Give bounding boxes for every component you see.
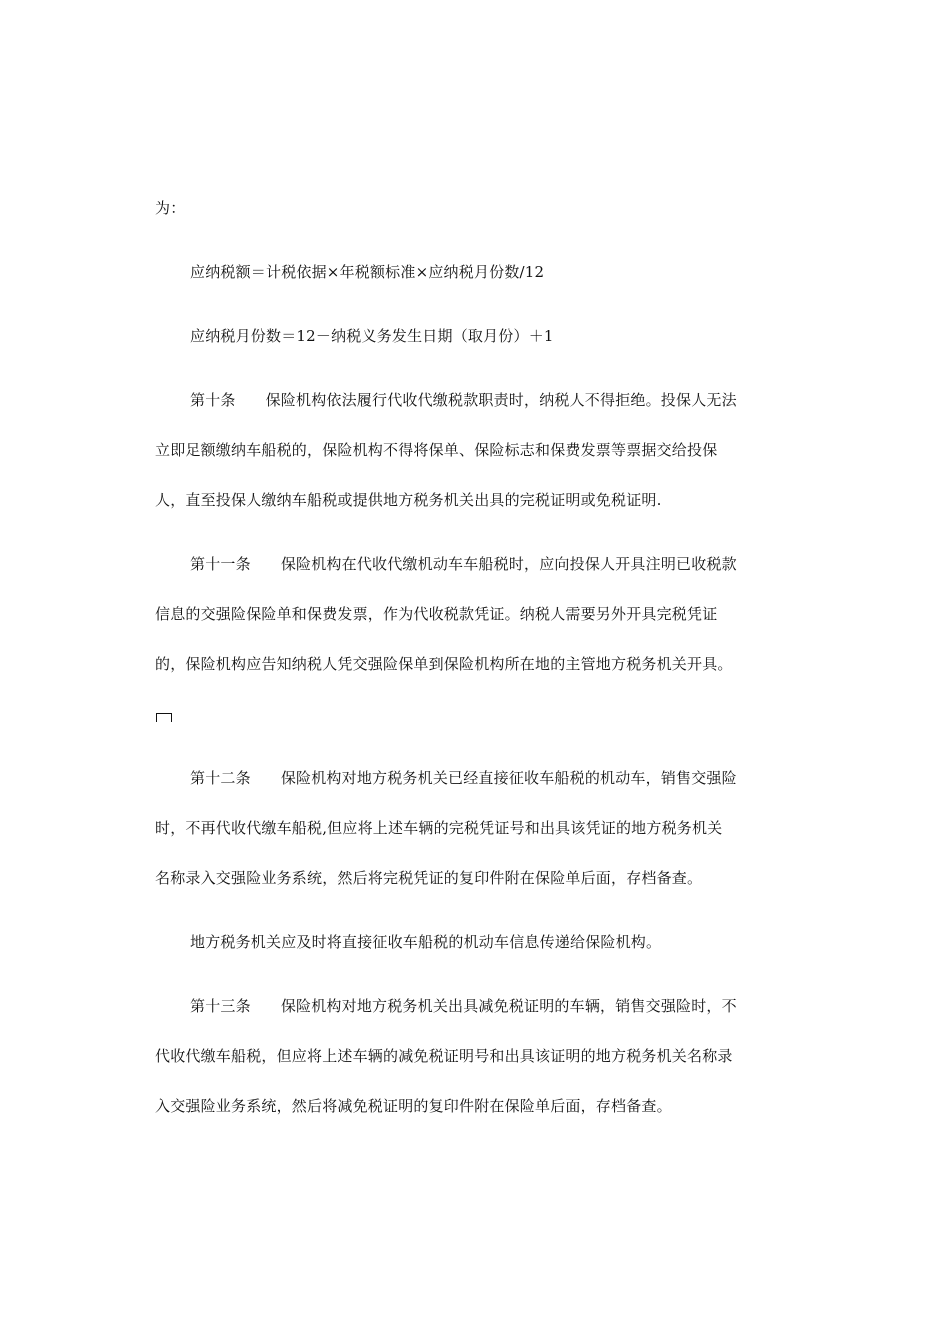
article-11-line [190,554,737,574]
article-10-line [190,390,737,410]
line-text: 应纳税月份数＝12－纳税义务发生日期（取月份）＋1 [190,327,554,345]
line-text: 立即足额缴纳车船税的，保险机构不得将保单、保险标志和保费发票等票据交给投保 [155,441,718,459]
line-text: 保险机构对地方税务机关出具减免税证明的车辆，销售交强险时，不 [280,997,737,1015]
text-line [155,818,722,838]
text-line [155,198,185,218]
line-text: 地方税务机关应及时将直接征收车船税的机动车信息传递给保险机构。 [190,933,662,951]
text-line [190,932,661,952]
bracket-mark [156,713,172,722]
text-line [155,1046,733,1066]
line-text: 信息的交强险保险单和保费发票，作为代收税款凭证。纳税人需要另外开具完税凭证 [155,605,718,623]
text-line [155,490,662,510]
line-text: 保险机构在代收代缴机动车车船税时，应向投保人开具注明已收税款 [280,555,737,573]
line-text: 保险机构依法履行代收代缴税款职责时，纳税人不得拒绝。投保人无法 [265,391,737,409]
article-number: 第十三条 [190,997,251,1015]
line-text: 代收代缴车船税，但应将上述车辆的减免税证明号和出具该证明的地方税务机关名称录 [155,1047,733,1065]
line-text: 应纳税额＝计税依据×年税额标准×应纳税月份数/12 [190,263,545,281]
text-line [155,654,733,674]
line-text: 保险机构对地方税务机关已经直接征收车船税的机动车，销售交强险 [280,769,737,787]
line-text: 人，直至投保人缴纳车船税或提供地方税务机关出具的完税证明或免税证明. [155,491,662,509]
line-text: 名称录入交强险业务系统，然后将完税凭证的复印件附在保险单后面，存档备查。 [155,869,703,887]
article-number: 第十二条 [190,769,251,787]
article-13-line [190,996,737,1016]
article-12-line [190,768,737,788]
article-number: 第十条 [190,391,236,409]
line-text: 为： [155,199,186,217]
line-text: 时，不再代收代缴车船税,但应将上述车辆的完税凭证号和出具该凭证的地方税务机关 [155,819,723,837]
article-number: 第十一条 [190,555,251,573]
line-text: 入交强险业务系统，然后将减免税证明的复印件附在保险单后面，存档备查。 [155,1097,672,1115]
line-text: 的，保险机构应告知纳税人凭交强险保单到保险机构所在地的主管地方税务机关开具。 [155,655,733,673]
text-line [155,604,717,624]
formula-tax-amount [190,262,544,282]
text-line [155,1096,672,1116]
text-line [155,868,702,888]
formula-tax-months [190,326,554,346]
text-line [155,440,717,460]
